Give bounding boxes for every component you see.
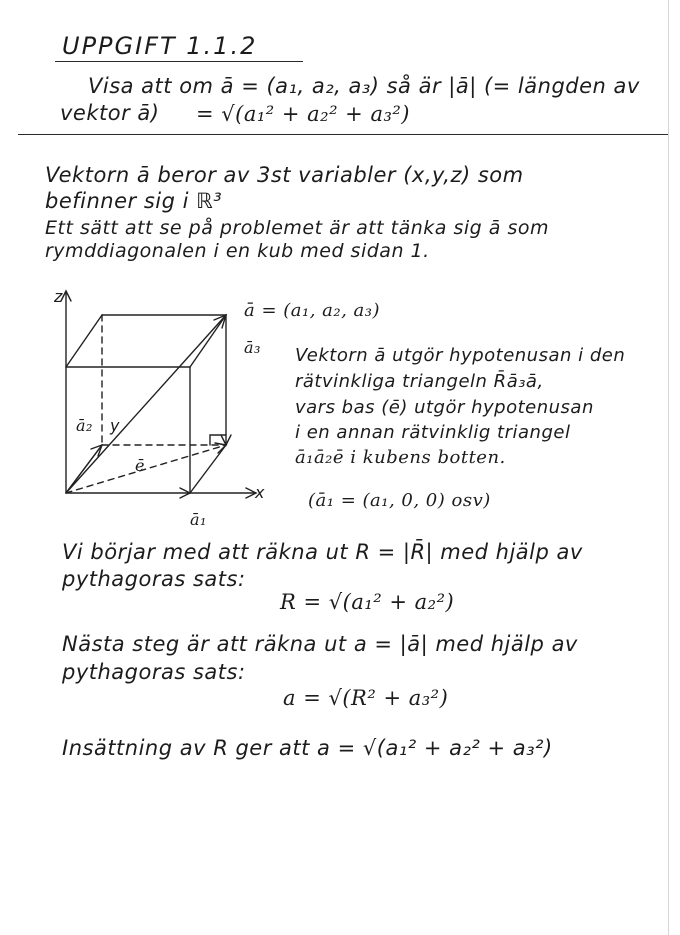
task-line-1: Visa att om ā = (a₁, a₂, a₃) så är |ā| (= längden av <box>88 74 640 98</box>
explanation-line-4: i en annan rätvinklig triangel <box>295 422 571 443</box>
title-underline <box>55 61 303 62</box>
a1-label: ā₁ <box>190 510 207 529</box>
intro-line-1: Vektorn ā beror av 3st variabler (x,y,z) som <box>45 163 524 187</box>
x-axis-label: x <box>255 483 265 502</box>
explanation-line-1: Vektorn ā utgör hypotenusan i den <box>295 345 626 366</box>
task-line-2-prefix: vektor ā) <box>60 101 160 125</box>
step2-formula: a = √(R² + a₃²) <box>283 686 449 710</box>
cube-edge-top-right <box>190 315 226 367</box>
y-axis-label: y <box>110 416 120 435</box>
step2-line-1: Nästa steg är att räkna ut a = |ā| med hjälp av <box>62 632 578 656</box>
intro-line-2: befinner sig i ℝ³ <box>45 189 223 213</box>
step1-line-2: pythagoras sats: <box>62 567 246 591</box>
step2-line-2: pythagoras sats: <box>62 660 246 684</box>
task-line-2-formula: = √(a₁² + a₂² + a₃²) <box>196 102 411 126</box>
vector-e <box>66 445 226 493</box>
step1-formula: R = √(a₁² + a₂²) <box>280 590 455 614</box>
intro-line-3: Ett sätt att se på problemet är att tänka sig ā som <box>45 217 549 239</box>
cube-diagram <box>40 285 280 530</box>
a3-label: ā₃ <box>244 338 261 357</box>
explanation-note: (ā₁ = (a₁, 0, 0) osv) <box>308 490 491 511</box>
vector-a2 <box>66 445 102 493</box>
explanation-line-5: ā₁ā₂ē i kubens botten. <box>295 447 506 468</box>
cube-edge-top-left <box>66 315 102 367</box>
cube-edge-bottom-right <box>190 445 226 493</box>
section-divider <box>18 134 668 135</box>
explanation-line-3: vars bas (ē) utgör hypotenusan <box>295 397 594 418</box>
step1-line-1: Vi börjar med att räkna ut R = |R̄| med hjälp av <box>62 540 583 564</box>
page-edge <box>668 0 669 935</box>
intro-line-4: rymddiagonalen i en kub med sidan 1. <box>45 240 430 262</box>
conclusion-text: Insättning av R ger att a = √(a₁² + a₂² + a₃²) <box>62 736 553 760</box>
vector-a-diagonal <box>66 315 226 493</box>
z-axis-label: z <box>54 287 63 306</box>
page-title: UPPGIFT 1.1.2 <box>62 32 258 60</box>
vector-a-label: ā = (a₁, a₂, a₃) <box>244 300 381 321</box>
a2-label: ā₂ <box>76 416 93 435</box>
e-label: ē <box>135 456 145 475</box>
explanation-line-2: rätvinkliga triangeln R̄ā₃ā, <box>295 371 544 392</box>
